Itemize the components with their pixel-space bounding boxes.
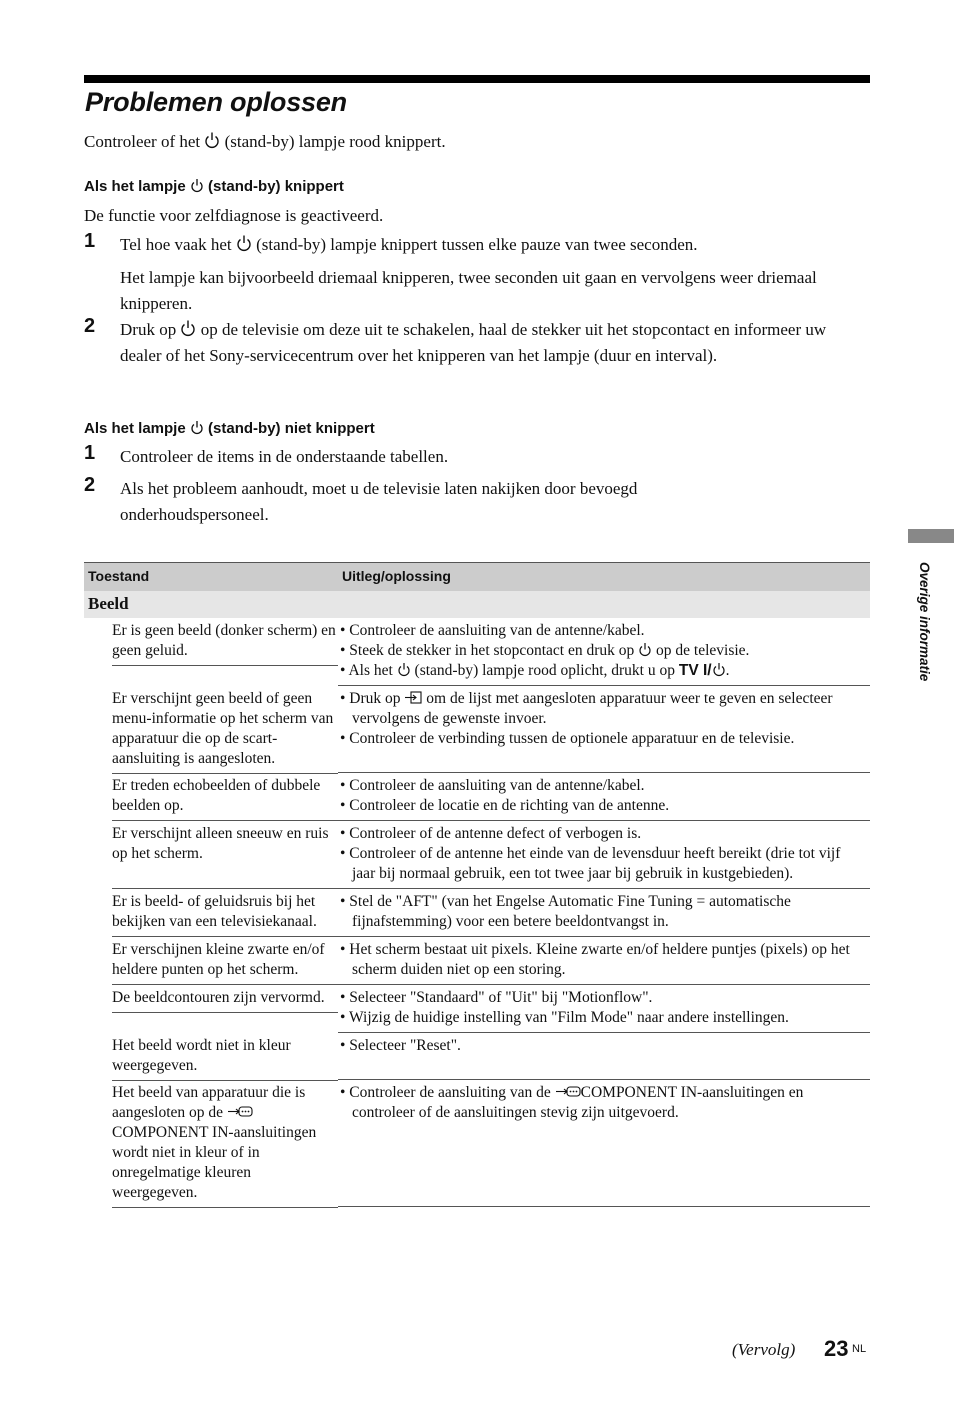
solution-item: • Wijzig de huidige instelling van "Film Mode" naar andere instellingen. [340, 1009, 789, 1026]
sidebar-label-text: Overige informatie [917, 562, 932, 682]
power-standby-icon [712, 662, 726, 677]
blink-step-1-after: (stand-by) lampje knippert tussen elke pauze van twee seconden. [251, 235, 698, 254]
solution-item: • Controleer de verbinding tussen de optionele apparatuur en de televisie. [340, 730, 795, 747]
power-standby-icon [190, 178, 204, 193]
solution-item: • Stel de "AFT" (van het Engelse Automatic Fine Tuning = automatische fijnafstemming) voor een betere beeldontvangst in. [340, 893, 791, 930]
condition-cell [84, 618, 338, 686]
column-header: Uitleg/oplossing [338, 563, 870, 592]
solution-item [340, 641, 866, 661]
solution-item: • Controleer of de antenne het einde van de levensduur heeft bereikt (drie tot vijf jaar bij normaal gebruik, een tot twee jaar bij gebruik in kustgebieden). [340, 845, 841, 882]
table-row [84, 889, 870, 937]
condition-cell [84, 821, 338, 889]
power-standby-icon [236, 234, 252, 252]
page-number: 23 [824, 1336, 849, 1361]
condition-cell [84, 889, 338, 937]
power-standby-icon [638, 642, 652, 657]
power-standby-icon [204, 131, 220, 149]
power-standby-icon [397, 662, 411, 677]
solution-item: • Controleer de aansluiting van de antenne/kabel. [340, 622, 645, 639]
sidebar-section-label [912, 562, 934, 722]
blink-step-1 [120, 232, 870, 258]
solution-text: • Als het [340, 662, 397, 679]
solution-cell [338, 618, 870, 686]
blink-step-2-after: op de televisie om deze uit te schakelen, haal de stekker uit het stopcontact en informeer uw dealer of het Sony-servicecentrum over het knipperen van het lampje (duur en interval). [120, 320, 827, 365]
column-header: Toestand [84, 563, 338, 592]
subheading-noblink-before: Als het lampje [84, 420, 190, 437]
condition-text: Het beeld wordt niet in kleur weergegeven. [112, 1036, 338, 1081]
component-input-icon [555, 1084, 581, 1099]
language-code: NL [852, 1343, 867, 1355]
noblink-step-2: Als het probleem aanhoudt, moet u de televisie laten nakijken door bevoegd onderhoudspersoneel. [120, 479, 638, 524]
subheading-blink-after: (stand-by) knippert [203, 178, 344, 195]
step-number: 2 [84, 474, 96, 496]
subheading-noblink-after: (stand-by) niet knippert [203, 420, 375, 437]
subheading-noblink [84, 420, 375, 437]
table-row [84, 618, 870, 686]
step-number: 1 [84, 442, 96, 464]
section-label: Beeld [84, 591, 870, 618]
condition-cell [84, 686, 338, 773]
troubleshooting-table [84, 562, 870, 1207]
sidebar-tab [908, 529, 954, 543]
table-row [84, 985, 870, 1033]
solution-item: • Controleer de aansluiting van de antenne/kabel. [340, 777, 645, 794]
subheading-blink-before: Als het lampje [84, 178, 190, 195]
input-select-icon [404, 690, 422, 705]
solution-item [340, 1083, 866, 1123]
solution-cell [338, 773, 870, 821]
table-section-row [84, 591, 870, 618]
condition-text: De beeldcontouren zijn vervormd. [112, 988, 338, 1013]
solution-item: • Controleer of de antenne defect of verbogen is. [340, 825, 642, 842]
power-standby-icon [180, 319, 196, 337]
condition-text: Er is beeld- of geluidsruis bij het bekijken van een televisiekanaal. [112, 892, 338, 937]
solution-cell [338, 821, 870, 889]
blink-step-2 [120, 317, 860, 369]
condition-text: Er verschijnt alleen sneeuw en ruis op het scherm. [112, 824, 338, 889]
solution-text: om de lijst met aangesloten apparatuur weer te geven en selecteer vervolgens de gewenste invoer. [352, 690, 833, 727]
solution-text: COMPONENT IN-aansluitingen en controleer of de aansluitingen stevig zijn uitgevoerd. [352, 1084, 804, 1121]
condition-text-part: Het beeld van apparatuur die is aangesloten op de [112, 1083, 306, 1121]
solution-item [340, 689, 866, 729]
condition-text: Er is geen beeld (donker scherm) en geen geluid. [112, 621, 338, 666]
condition-text-part: COMPONENT IN-aansluitingen wordt niet in kleur of in onregelmatige kleuren weergegeven. [112, 1123, 317, 1201]
condition-text: Er verschijnen kleine zwarte en/of heldere punten op het scherm. [112, 940, 338, 985]
blink-step-1-note: Het lampje kan bijvoorbeeld driemaal knipperen, twee seconden uit gaan en vervolgens weer driemaal knipperen. [120, 268, 817, 313]
component-input-icon [227, 1104, 253, 1119]
condition-cell [84, 773, 338, 821]
solution-cell [338, 889, 870, 937]
condition-cell [84, 937, 338, 985]
intro-text-before: Controleer of het [84, 132, 205, 151]
solution-text: • Steek de stekker in het stopcontact en druk op [340, 642, 639, 659]
solution-cell [338, 937, 870, 985]
solution-cell [338, 1033, 870, 1080]
condition-text: Er verschijnt geen beeld of geen menu-informatie op het scherm van apparatuur die op de scart-aansluiting is aangesloten. [112, 689, 338, 774]
solution-cell [338, 985, 870, 1033]
subheading-blink [84, 178, 344, 195]
table-row [84, 1033, 870, 1080]
condition-cell [84, 985, 338, 1033]
continued-label: (Vervolg) [732, 1340, 796, 1359]
blink-step-1-before: Tel hoe vaak het [120, 235, 236, 254]
condition-cell [84, 1033, 338, 1080]
table-row [84, 686, 870, 773]
step-number: 1 [84, 230, 96, 252]
tv-power-key: TV I/ [678, 662, 712, 679]
table-header-row [84, 563, 870, 592]
power-standby-icon [190, 420, 204, 435]
condition-cell [84, 1080, 338, 1207]
solution-text: • Druk op [340, 690, 405, 707]
table-row [84, 937, 870, 985]
solution-text: • Controleer de aansluiting van de [340, 1084, 555, 1101]
solution-text: . [725, 662, 730, 679]
table-row [84, 821, 870, 889]
intro-text [84, 129, 446, 155]
condition-text: Er treden echobeelden of dubbele beelden op. [112, 776, 338, 821]
intro-text-after: (stand-by) lampje rood knippert. [220, 132, 446, 151]
blink-step-2-before: Druk op [120, 320, 181, 339]
condition-text [112, 1083, 338, 1208]
solution-item: • Selecteer "Reset". [340, 1037, 461, 1054]
header-rule [84, 75, 870, 83]
solution-cell [338, 686, 870, 773]
table-row [84, 773, 870, 821]
solution-cell [338, 1080, 870, 1207]
solution-item [340, 661, 866, 681]
solution-item: • Controleer de locatie en de richting van de antenne. [340, 797, 670, 814]
solution-item: • Het scherm bestaat uit pixels. Kleine zwarte en/of heldere puntjes (pixels) op het scherm duiden niet op een storing. [340, 941, 850, 978]
solution-text: (stand-by) lampje rood oplicht, drukt u op [410, 662, 679, 679]
table-row [84, 1080, 870, 1207]
step-number: 2 [84, 315, 96, 337]
page-title: Problemen oplossen [85, 87, 347, 117]
solution-text: op de televisie. [652, 642, 750, 659]
blink-lead: De functie voor zelfdiagnose is geactiveerd. [84, 206, 384, 225]
noblink-step-1: Controleer de items in de onderstaande tabellen. [120, 447, 449, 466]
solution-item: • Selecteer "Standaard" of "Uit" bij "Motionflow". [340, 989, 653, 1006]
